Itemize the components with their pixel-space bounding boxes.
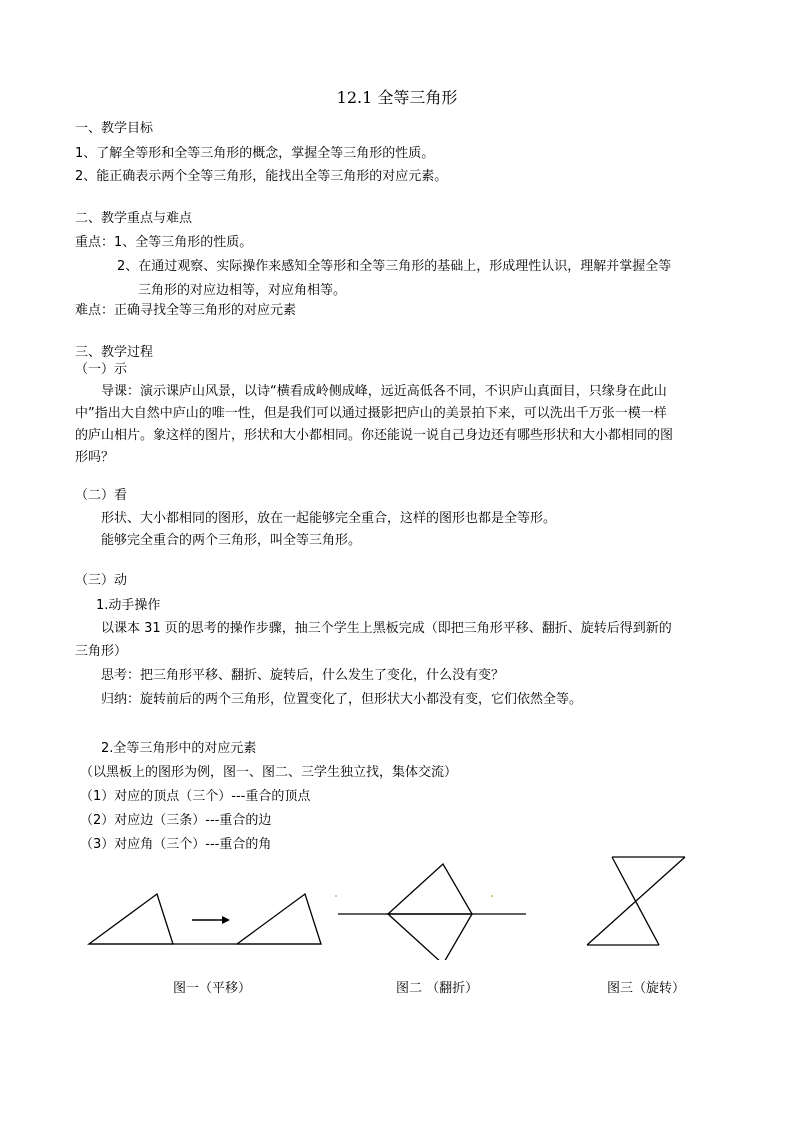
hands-on-line-2: 三角形）: [75, 644, 128, 659]
intro-line-2: 中”指出大自然中庐山的唯一性，但是我们可以通过摄影把庐山的美景拍下来，可以洗出千万张一模一样: [75, 406, 667, 421]
intro-line-1: 导课：演示课庐山风景，以诗“横看成岭侧成峰，远近高低各不同，不识庐山真面目，只缘身在此山: [101, 384, 667, 399]
intro-line-3: 的庐山相片。象这样的图片，形状和大小都相同。你还能说一说自己身边还有哪些形状和大小都相同的图: [75, 428, 674, 443]
intro-line-4: 形吗？: [75, 450, 115, 465]
see-line-2: 能够完全重合的两个三角形，叫全等三角形。: [101, 533, 362, 548]
figure-2-reflection: [338, 864, 526, 960]
element-angles: （3）对应角（三个）---重合的角: [80, 837, 272, 852]
figure-3-rotation: [587, 857, 685, 945]
objective-2: 2、能正确表示两个全等三角形，能找出全等三角形的对应元素。: [75, 169, 448, 184]
objective-1: 1、了解全等形和全等三角形的概念，掌握全等三角形的性质。: [75, 146, 435, 161]
elements-intro: （以黑板上的图形为例，图一、图二、三学生独立找，集体交流）: [80, 765, 458, 780]
section-heading-key-points: 二、教学重点与难点: [75, 211, 193, 226]
element-vertices: （1）对应的顶点（三个）---重合的顶点: [80, 789, 311, 804]
section-heading-process: 三、教学过程: [75, 345, 154, 360]
key-point-2-line2: 三角形的对应边相等，对应角相等。: [138, 283, 347, 298]
dot-mark: [335, 895, 337, 897]
hands-on-line-1: 以课本 31 页的思考的操作步骤，抽三个学生上黑板完成（即把三角形平移、翻折、旋转后得到新的: [101, 621, 672, 636]
triangle-bottom: [388, 914, 472, 960]
see-line-1: 形状、大小都相同的图形，放在一起能够完全重合，这样的图形也都是全等形。: [101, 511, 557, 526]
part-1-heading: （一）示: [75, 362, 128, 377]
difficulty: 难点：正确寻找全等三角形的对应元素: [75, 303, 297, 318]
figures-area: [0, 850, 794, 960]
part-2-heading: （二）看: [75, 488, 128, 503]
triangle-original: [89, 894, 173, 944]
diagonal: [587, 857, 685, 945]
summary: 归纳：旋转前后的两个三角形，位置变化了，但形状大小都没有变，它们依然全等。: [101, 692, 583, 707]
section-heading-objectives: 一、教学目标: [75, 121, 154, 136]
think-question: 思考：把三角形平移、翻折、旋转后，什么发生了变化，什么没有变？: [101, 668, 505, 683]
key-point-2-line1: 2、在通过观察、实际操作来感知全等形和全等三角形的基础上，形成理性认识，理解并掌握全等: [117, 259, 672, 274]
part-3-heading: （三）动: [75, 573, 128, 588]
triangle-translated: [237, 894, 321, 944]
figure-1-translation: [89, 894, 321, 944]
page-title: 12.1 全等三角形: [336, 88, 458, 107]
triangle-top: [388, 864, 472, 914]
figure-3-caption: 图三（旋转）: [607, 981, 686, 996]
arrow-right-icon: [192, 916, 230, 924]
sub-heading-hands-on: 1.动手操作: [96, 598, 161, 613]
element-sides: （2）对应边（三条）---重合的边: [80, 813, 272, 828]
dot-mark: [491, 895, 493, 897]
key-point-1: 重点：1、全等三角形的性质。: [75, 235, 253, 250]
sub-heading-corresponding-elements: 2.全等三角形中的对应元素: [101, 741, 257, 756]
figure-1-caption: 图一（平移）: [173, 981, 252, 996]
figure-2-caption: 图二 （翻折）: [396, 981, 479, 996]
